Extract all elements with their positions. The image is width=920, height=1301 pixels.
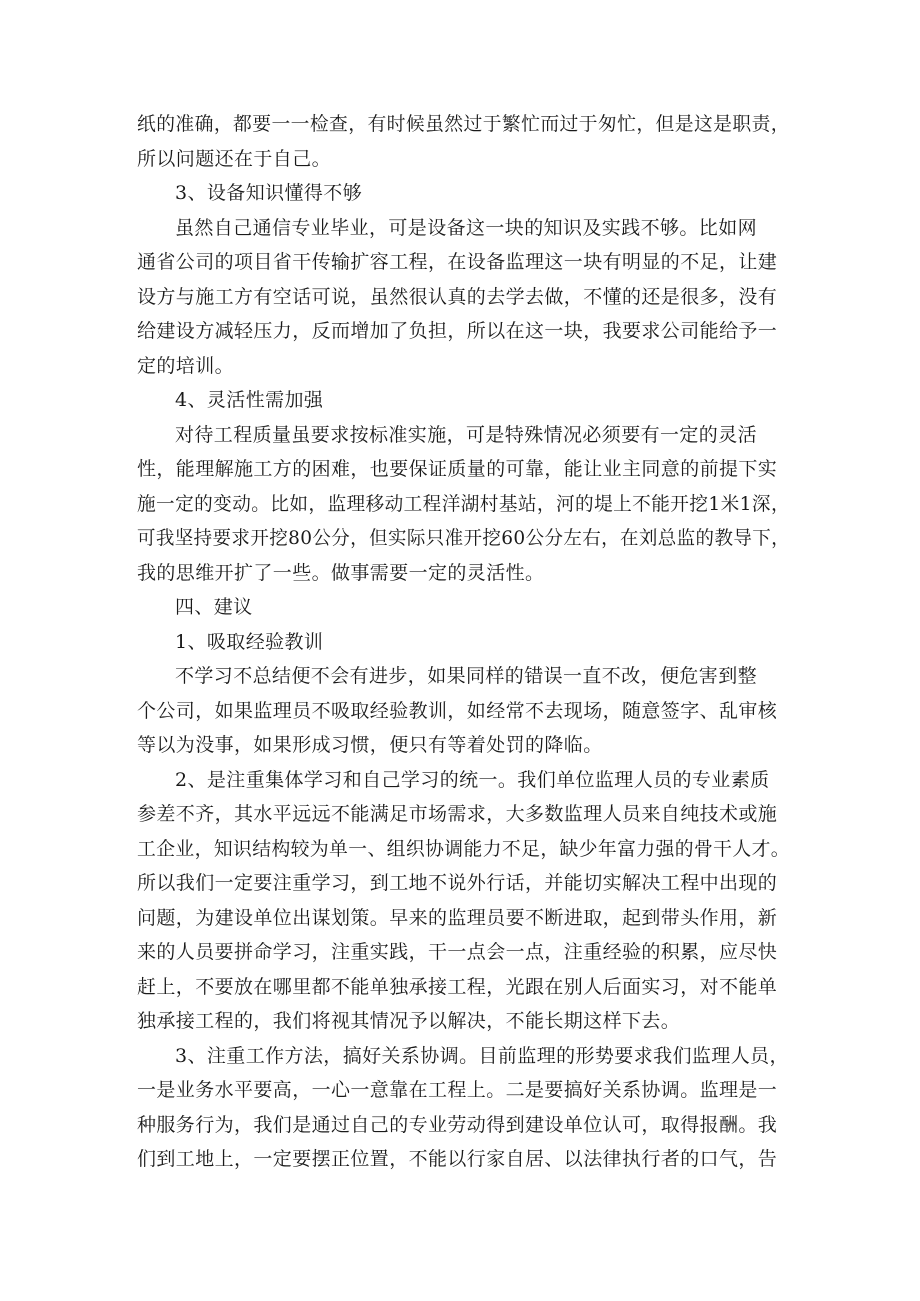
text-line — [137, 521, 790, 556]
text-line — [137, 659, 790, 694]
text-line — [137, 349, 790, 384]
text-run: 独承接工程的，我们将视其情况予以解决，不能长期这样下去。 — [137, 1010, 681, 1032]
text-run: 可我坚持要求开挖80公分，但实际只准开挖60公分左右，在刘总监的教导下， — [137, 527, 790, 549]
text-run: 个公司，如果监理员不吸取经验教训，如经常不去现场，随意签字、乱审核 — [137, 699, 778, 722]
text-run: 来的人员要拼命学习，注重实践，干一点会一点，注重经验的积累，应尽快 — [137, 941, 778, 963]
section-heading — [137, 176, 790, 211]
text-run: 等以为没事，如果形成习惯，便只有等着处罚的降临。 — [137, 734, 603, 756]
text-line — [137, 314, 790, 349]
text-line — [137, 935, 790, 970]
text-line — [137, 797, 790, 832]
text-run: 性，能理解施工方的困难，也要保证质量的可靠，能让业主同意的前提下实 — [137, 458, 778, 480]
text-run: 设方与施工方有空话可说，虽然很认真的去学去做，不懂的还是很多，没有 — [137, 285, 778, 308]
text-run: 不学习不总结便不会有进步，如果同样的错误一直不改，便危害到整 — [175, 665, 758, 687]
text-line — [137, 1039, 790, 1074]
text-line — [137, 1004, 790, 1039]
text-run: 2、是注重集体学习和自己学习的统一。我们单位监理人员的专业素质 — [175, 768, 770, 791]
text-line — [137, 418, 790, 453]
text-line — [137, 832, 790, 867]
text-run: 定的培训。 — [137, 354, 235, 377]
section-heading — [137, 625, 790, 660]
text-run: 1、吸取经验教训 — [175, 630, 324, 653]
text-line — [137, 728, 790, 763]
text-run: 给建设方减轻压力，反而增加了负担，所以在这一块，我要求公司能给予一 — [137, 320, 778, 342]
text-line — [137, 694, 790, 729]
section-heading — [137, 590, 790, 625]
text-run: 所以我们一定要注重学习，到工地不说外行话，并能切实解决工程中出现的 — [137, 872, 778, 894]
text-line — [137, 107, 790, 142]
text-line — [137, 280, 790, 315]
text-run: 施一定的变动。比如，监理移动工程洋湖村基站，河的堤上不能开挖1米1深， — [137, 492, 790, 515]
text-run: 种服务行为，我们是通过自己的专业劳动得到建设单位认可，取得报酬。我 — [137, 1113, 778, 1136]
text-run: 四、建议 — [175, 596, 253, 618]
text-line — [137, 452, 790, 487]
text-line — [137, 1073, 790, 1108]
text-line — [137, 556, 790, 591]
text-run: 虽然自己通信专业毕业，可是设备这一块的知识及实践不够。比如网 — [175, 216, 758, 239]
text-run: 3、注重工作方法，搞好关系协调。目前监理的形势要求我们监理人员， — [175, 1044, 789, 1067]
text-run: 问题，为建设单位出谋划策。早来的监理员要不断进取，起到带头作用，新 — [137, 906, 778, 929]
text-run: 赶上，不要放在哪里都不能单独承接工程，光跟在别人后面实习，对不能单 — [137, 975, 778, 998]
text-run: 工企业，知识结构较为单一、组织协调能力不足，缺少年富力强的骨干人才。 — [137, 837, 790, 860]
text-line — [137, 901, 790, 936]
text-line — [137, 487, 790, 522]
text-run: 纸的准确，都要一一检查，有时候虽然过于繁忙而过于匆忙，但是这是职责， — [137, 113, 790, 135]
text-line — [137, 970, 790, 1005]
document-body — [137, 107, 790, 1177]
text-line — [137, 1142, 790, 1177]
text-run: 通省公司的项目省干传输扩容工程，在设备监理这一块有明显的不足，让建 — [137, 251, 778, 273]
text-run: 参差不齐，其水平远远不能满足市场需求，大多数监理人员来自纯技术或施 — [137, 803, 778, 825]
text-run: 我的思维开扩了一些。做事需要一定的灵活性。 — [137, 561, 545, 584]
text-run: 一是业务水平要高，一心一意靠在工程上。二是要搞好关系协调。监理是一 — [137, 1079, 778, 1101]
text-line — [137, 1108, 790, 1143]
text-line — [137, 245, 790, 280]
text-run: 3、设备知识懂得不够 — [175, 182, 363, 204]
text-line — [137, 763, 790, 798]
text-run: 对待工程质量虽要求按标准实施，可是特殊情况必须要有一定的灵活 — [175, 423, 758, 446]
text-run: 所以问题还在于自己。 — [137, 147, 332, 170]
text-line — [137, 142, 790, 177]
section-heading — [137, 383, 790, 418]
text-run: 4、灵活性需加强 — [175, 389, 324, 411]
text-line — [137, 866, 790, 901]
text-run: 们到工地上，一定要摆正位置，不能以行家自居、以法律执行者的口气，告 — [137, 1148, 778, 1170]
text-line — [137, 211, 790, 246]
